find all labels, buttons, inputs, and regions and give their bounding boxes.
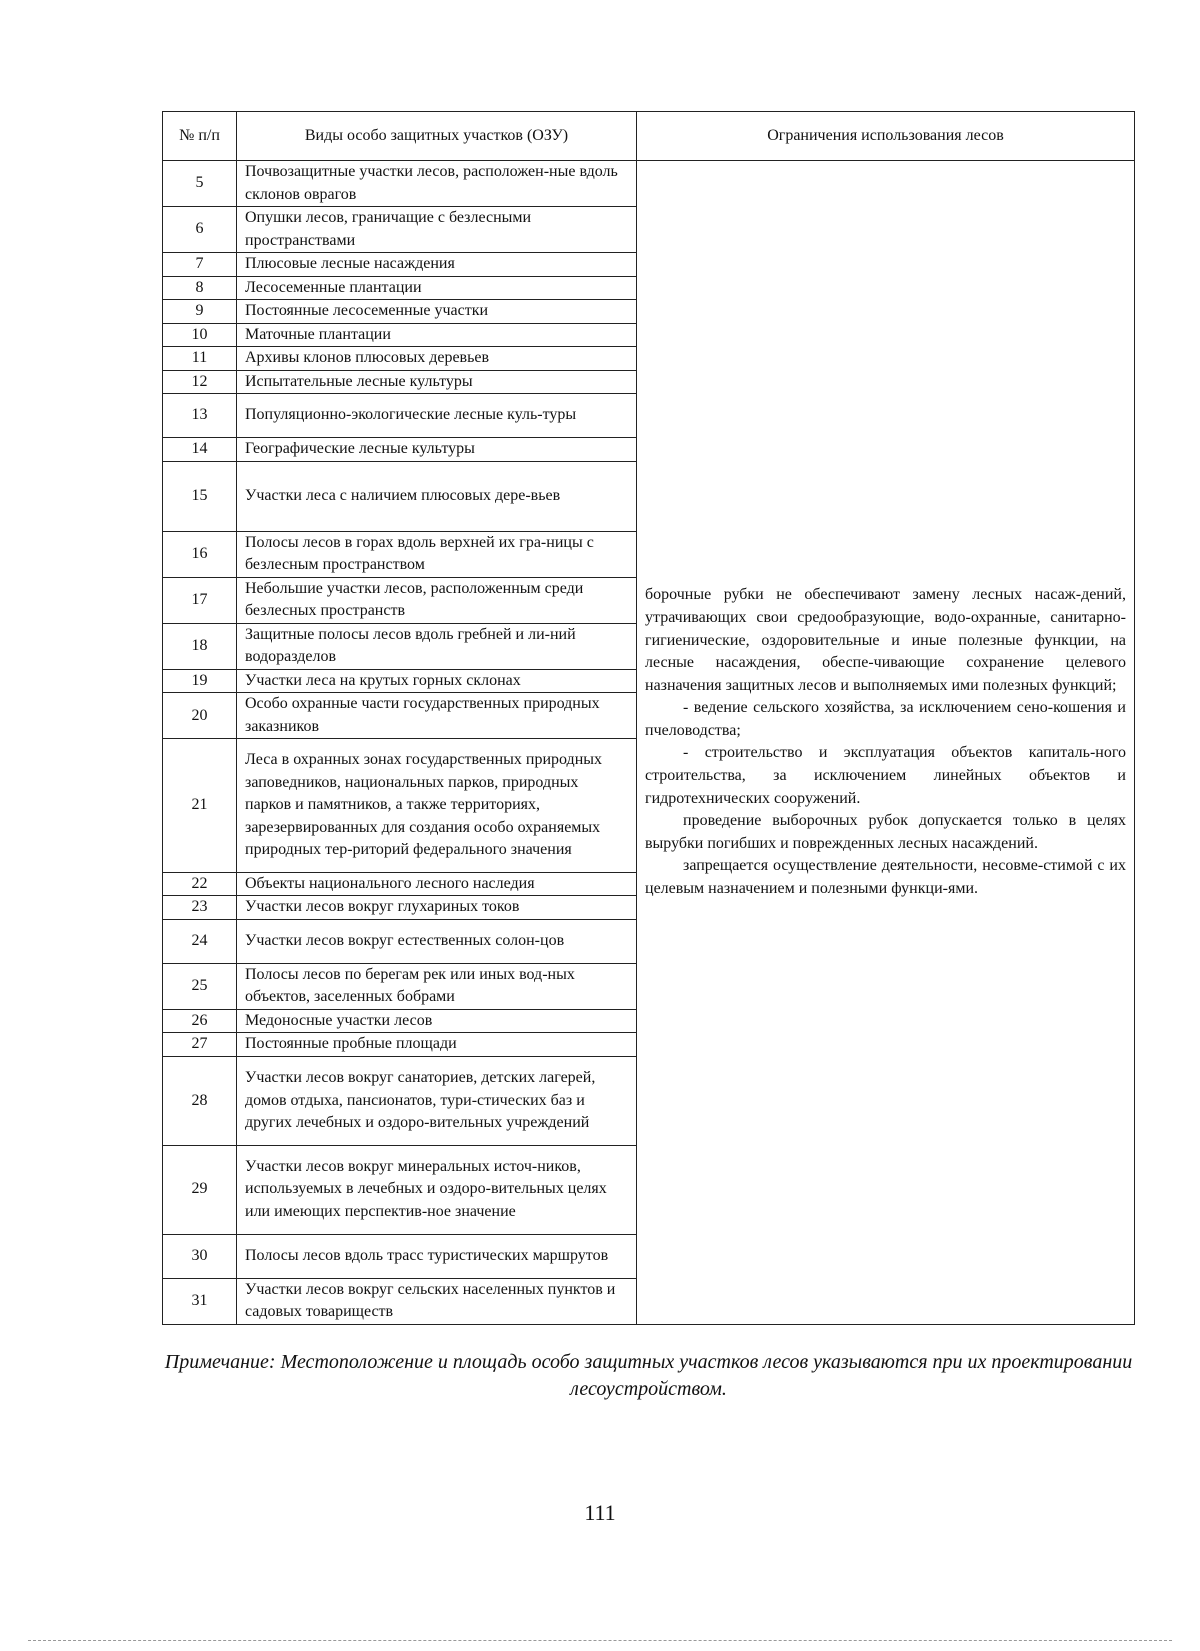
row-number: 30 [163,1234,237,1278]
header-restrictions: Ограничения использования лесов [637,112,1135,161]
row-number: 8 [163,276,237,300]
row-number: 31 [163,1278,237,1324]
row-number: 11 [163,347,237,371]
row-ozu-type: Географические лесные культуры [237,438,637,462]
row-ozu-type: Участки лесов вокруг глухариных токов [237,896,637,920]
row-number: 25 [163,963,237,1009]
row-ozu-type: Участки леса на крутых горных склонах [237,669,637,693]
row-number: 14 [163,438,237,462]
row-number: 18 [163,623,237,669]
row-ozu-type: Участки лесов вокруг естественных солон-цов [237,919,637,963]
row-ozu-type: Плюсовые лесные насаждения [237,253,637,277]
row-ozu-type: Опушки лесов, граничащие с безлесными пространствами [237,207,637,253]
row-ozu-type: Полосы лесов вдоль трасс туристических маршрутов [237,1234,637,1278]
row-number: 26 [163,1009,237,1033]
row-ozu-type: Небольшие участки лесов, расположенным среди безлесных пространств [237,577,637,623]
row-ozu-type: Участки лесов вокруг минеральных источ-ников, используемых в лечебных и оздоро-вительных целях или имеющих перспектив-ное значение [237,1145,637,1234]
row-ozu-type: Постоянные лесосеменные участки [237,300,637,324]
row-number: 15 [163,461,237,531]
row-number: 10 [163,323,237,347]
restriction-paragraph: борочные рубки не обеспечивают замену лесных насаж-дений, утрачивающих свои средообразующие, водо-охранные, санитарно-гигиенические, оздоровительные и иные полезные функции, на лесные насаждения, обеспе-чивающие сохранение целевого назначения защитных лесов и выполняемых ими полезных функций; [645,586,1126,694]
bottom-rule [28,1640,1172,1641]
header-number: № п/п [163,112,237,161]
row-ozu-type: Защитные полосы лесов вдоль гребней и ли-ний водоразделов [237,623,637,669]
row-number: 17 [163,577,237,623]
row-number: 24 [163,919,237,963]
row-ozu-type: Объекты национального лесного наследия [237,872,637,896]
restrictions-cell [637,161,1135,1325]
restriction-paragraph: проведение выборочных рубок допускается только в целях вырубки погибших и поврежденных лесных насаждений. [645,812,1126,852]
restriction-paragraph: - строительство и эксплуатация объектов капиталь-ного строительства, за исключением линейных объектов и гидротехнических сооружений. [645,744,1126,807]
row-ozu-type: Особо охранные части государственных природных заказников [237,693,637,739]
row-number: 21 [163,739,237,872]
row-ozu-type: Постоянные пробные площади [237,1033,637,1057]
row-number: 16 [163,531,237,577]
row-ozu-type: Популяционно-экологические лесные куль-туры [237,394,637,438]
table-row [163,161,1135,207]
row-ozu-type: Медоносные участки лесов [237,1009,637,1033]
row-number: 12 [163,370,237,394]
restriction-paragraph: - ведение сельского хозяйства, за исключением сено-кошения и пчеловодства; [645,699,1126,739]
row-number: 13 [163,394,237,438]
row-number: 29 [163,1145,237,1234]
row-ozu-type: Лесосеменные плантации [237,276,637,300]
table-header-row [163,112,1135,161]
row-number: 5 [163,161,237,207]
row-ozu-type: Испытательные лесные культуры [237,370,637,394]
table-note: Примечание: Местоположение и площадь особо защитных участков лесов указываются при их проектировании лесоустройством. [164,1351,1133,1400]
row-number: 19 [163,669,237,693]
row-ozu-type: Полосы лесов в горах вдоль верхней их гра-ницы с безлесным пространством [237,531,637,577]
row-number: 27 [163,1033,237,1057]
row-ozu-type: Участки лесов вокруг санаториев, детских лагерей, домов отдыха, пансионатов, тури-стических баз и других лечебных и оздоро-вительных учреждений [237,1056,637,1145]
row-ozu-type: Архивы клонов плюсовых деревьев [237,347,637,371]
row-ozu-type: Участки лесов вокруг сельских населенных пунктов и садовых товариществ [237,1278,637,1324]
row-number: 22 [163,872,237,896]
row-number: 23 [163,896,237,920]
ozu-table [162,111,1135,1325]
row-number: 20 [163,693,237,739]
row-ozu-type: Маточные плантации [237,323,637,347]
row-ozu-type: Участки леса с наличием плюсовых дере-вьев [237,461,637,531]
table-body [163,161,1135,1325]
row-ozu-type: Почвозащитные участки лесов, расположен-ные вдоль склонов оврагов [237,161,637,207]
row-number: 9 [163,300,237,324]
row-number: 7 [163,253,237,277]
row-ozu-type: Леса в охранных зонах государственных природных заповедников, национальных парков, природных парков и памятников, а также территориях, зарезервированных для создания особо охраняемых природных тер-риторий федерального значения [237,739,637,872]
restriction-paragraph: запрещается осуществление деятельности, несовме-стимой с их целевым назначением и полезными функци-ями. [645,857,1126,898]
row-ozu-type: Полосы лесов по берегам рек или иных вод-ных объектов, заселенных бобрами [237,963,637,1009]
row-number: 28 [163,1056,237,1145]
page-number: 111 [584,1500,616,1525]
row-number: 6 [163,207,237,253]
header-ozu-type: Виды особо защитных участков (ОЗУ) [237,112,637,161]
